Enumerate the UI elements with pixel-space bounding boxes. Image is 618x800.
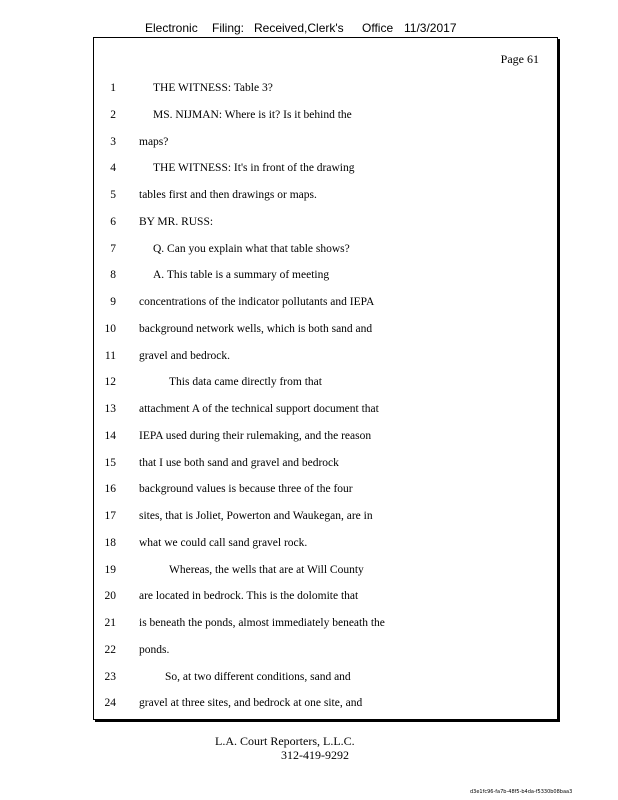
transcript-lines: [94, 82, 557, 724]
filing-stamp-header: [0, 21, 618, 37]
line-number: 20: [104, 590, 116, 603]
line-number: 11: [104, 349, 116, 362]
line-number: 10: [104, 322, 116, 335]
transcript-line: [94, 430, 557, 457]
footer-phone: 312-419-9292: [281, 748, 349, 762]
stamp-filing: Filing:: [212, 21, 245, 35]
line-text: THE WITNESS: Table 3?: [153, 82, 273, 94]
line-number: 17: [104, 510, 116, 522]
line-number: 2: [110, 108, 116, 121]
line-text: Whereas, the wells that are at Will County: [169, 563, 364, 576]
transcript-line: [94, 350, 557, 377]
line-text: BY MR. RUSS:: [139, 215, 214, 228]
line-number: 9: [110, 296, 116, 308]
line-number: 13: [104, 403, 116, 415]
stamp-date: 11/3/2017: [404, 21, 457, 35]
transcript-line: [94, 109, 557, 136]
line-text: MS. NIJMAN: Where is it? Is it behind the: [153, 108, 352, 121]
line-number: 16: [104, 483, 116, 496]
line-text: A. This table is a summary of meeting: [153, 269, 330, 282]
line-number: 3: [110, 135, 116, 148]
line-text: THE WITNESS: It's in front of the drawing: [153, 162, 355, 175]
transcript-line: [94, 644, 557, 671]
line-number: 23: [104, 670, 116, 683]
line-number: 18: [104, 536, 116, 549]
line-text: Q. Can you explain what that table shows?: [153, 242, 350, 255]
line-number: 24: [104, 697, 116, 710]
transcript-line: [94, 162, 557, 189]
line-number: 5: [110, 189, 116, 201]
line-number: 6: [110, 215, 116, 228]
transcript-line: [94, 671, 557, 698]
line-text: ponds.: [139, 643, 170, 656]
line-text: tables first and then drawings or maps.: [139, 189, 317, 201]
line-text: This data came directly from that: [169, 376, 322, 389]
line-number: 15: [104, 456, 116, 469]
document-id: d3e1fc96-fa7b-48f5-b4da-f5330b08baa3: [470, 789, 573, 795]
line-text: attachment A of the technical support document that: [139, 403, 379, 415]
line-number: 1: [110, 82, 116, 94]
transcript-line: [94, 243, 557, 270]
line-number: 4: [110, 162, 116, 175]
line-number: 19: [104, 563, 116, 576]
line-text: concentrations of the indicator pollutants and IEPA: [139, 296, 375, 308]
transcript-line: [94, 403, 557, 430]
transcript-line: [94, 457, 557, 484]
transcript-line: [94, 697, 557, 724]
transcript-line: [94, 189, 557, 216]
transcript-line: [94, 564, 557, 591]
line-text: IEPA used during their rulemaking, and the reason: [139, 429, 372, 442]
line-text: gravel and bedrock.: [139, 349, 231, 362]
line-text: sites, that is Joliet, Powerton and Waukegan, are in: [139, 510, 373, 522]
line-number: 8: [110, 269, 116, 282]
line-text: background network wells, which is both sand and: [139, 322, 373, 335]
line-text: what we could call sand gravel rock.: [139, 536, 308, 549]
line-text: gravel at three sites, and bedrock at one site, and: [139, 697, 363, 710]
line-text: So, at two different conditions, sand and: [165, 670, 351, 683]
stamp-electronic: Electronic: [145, 21, 198, 35]
line-number: 21: [104, 617, 116, 629]
page-number: Page 61: [500, 52, 539, 66]
footer-company: L.A. Court Reporters, L.L.C.: [215, 734, 355, 748]
line-text: are located in bedrock. This is the dolomite that: [139, 590, 359, 603]
transcript-line: [94, 617, 557, 644]
stamp-received: Received,Clerk's: [254, 21, 344, 35]
transcript-line: [94, 216, 557, 243]
transcript-line: [94, 537, 557, 564]
transcript-line: [94, 483, 557, 510]
transcript-line: [94, 590, 557, 617]
line-text: maps?: [139, 135, 169, 148]
line-text: that I use both sand and gravel and bedrock: [139, 456, 339, 469]
transcript-line: [94, 296, 557, 323]
line-text: background values is because three of the four: [139, 483, 353, 496]
line-number: 12: [104, 376, 116, 389]
line-number: 22: [104, 643, 116, 656]
transcript-line: [94, 323, 557, 350]
transcript-line: [94, 136, 557, 163]
line-text: is beneath the ponds, almost immediately beneath the: [139, 617, 385, 629]
transcript-line: [94, 510, 557, 537]
line-number: 7: [110, 242, 116, 255]
stamp-office: Office: [362, 21, 394, 35]
transcript-line: [94, 269, 557, 296]
transcript-line: [94, 376, 557, 403]
line-number: 14: [104, 429, 116, 442]
transcript-page: [93, 37, 558, 720]
transcript-line: [94, 82, 557, 109]
